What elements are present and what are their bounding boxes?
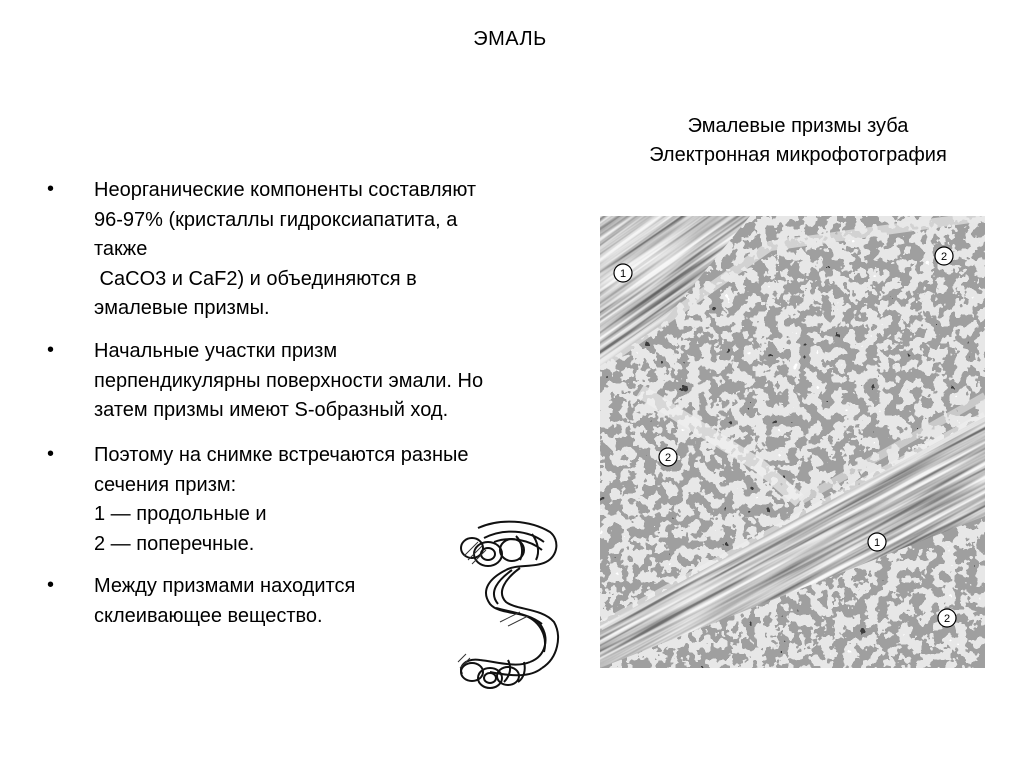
caption-line-1: Эмалевые призмы зуба [687, 115, 909, 137]
enamel-prism-diagram [450, 512, 564, 690]
bullet-line: Начальные участки призм [94, 340, 338, 362]
svg-text:1: 1 [873, 537, 881, 549]
electron-micrograph [600, 216, 985, 668]
bullet-line: перпендикулярны поверхности эмали. Но [94, 369, 484, 392]
bullet-dot: • [47, 178, 55, 200]
slide-title: ЭМАЛЬ [473, 28, 547, 50]
photo-caption [600, 112, 996, 170]
bullet-line: 1 — продольные и [94, 503, 267, 525]
bullet-dot: • [47, 443, 55, 465]
bullet-dot: • [47, 339, 55, 361]
bullet-dot: • [47, 574, 55, 596]
bullet-line: 2 — поперечные. [94, 532, 255, 555]
svg-text:2: 2 [943, 613, 951, 625]
bullet-line: 96-97% (кристаллы гидроксиапатита, а [94, 208, 458, 231]
bullet-line: склеивающее вещество. [94, 604, 323, 627]
bullet-line: Между призмами находится [94, 575, 356, 597]
photo-marker [935, 247, 953, 265]
bullet-line: Поэтому на снимке встречаются разные [94, 444, 469, 466]
bullet-line: Неорганические компоненты составляют [94, 179, 477, 201]
bullet-line: также [94, 238, 148, 260]
svg-text:2: 2 [940, 251, 948, 263]
photo-marker [614, 264, 632, 282]
photo-marker [938, 609, 956, 627]
svg-text:2: 2 [664, 452, 672, 464]
bullet-line: CaCO3 и CaF2) и объединяются в [94, 267, 417, 290]
svg-text:1: 1 [619, 268, 627, 280]
bullet-line: эмалевые призмы. [94, 297, 270, 319]
bullet-line: сечения призм: [94, 473, 237, 496]
photo-marker [659, 448, 677, 466]
bullet-line: затем призмы имеют S-образный ход. [94, 399, 449, 421]
photo-marker [868, 533, 886, 551]
caption-line-2: Электронная микрофотография [649, 144, 947, 166]
